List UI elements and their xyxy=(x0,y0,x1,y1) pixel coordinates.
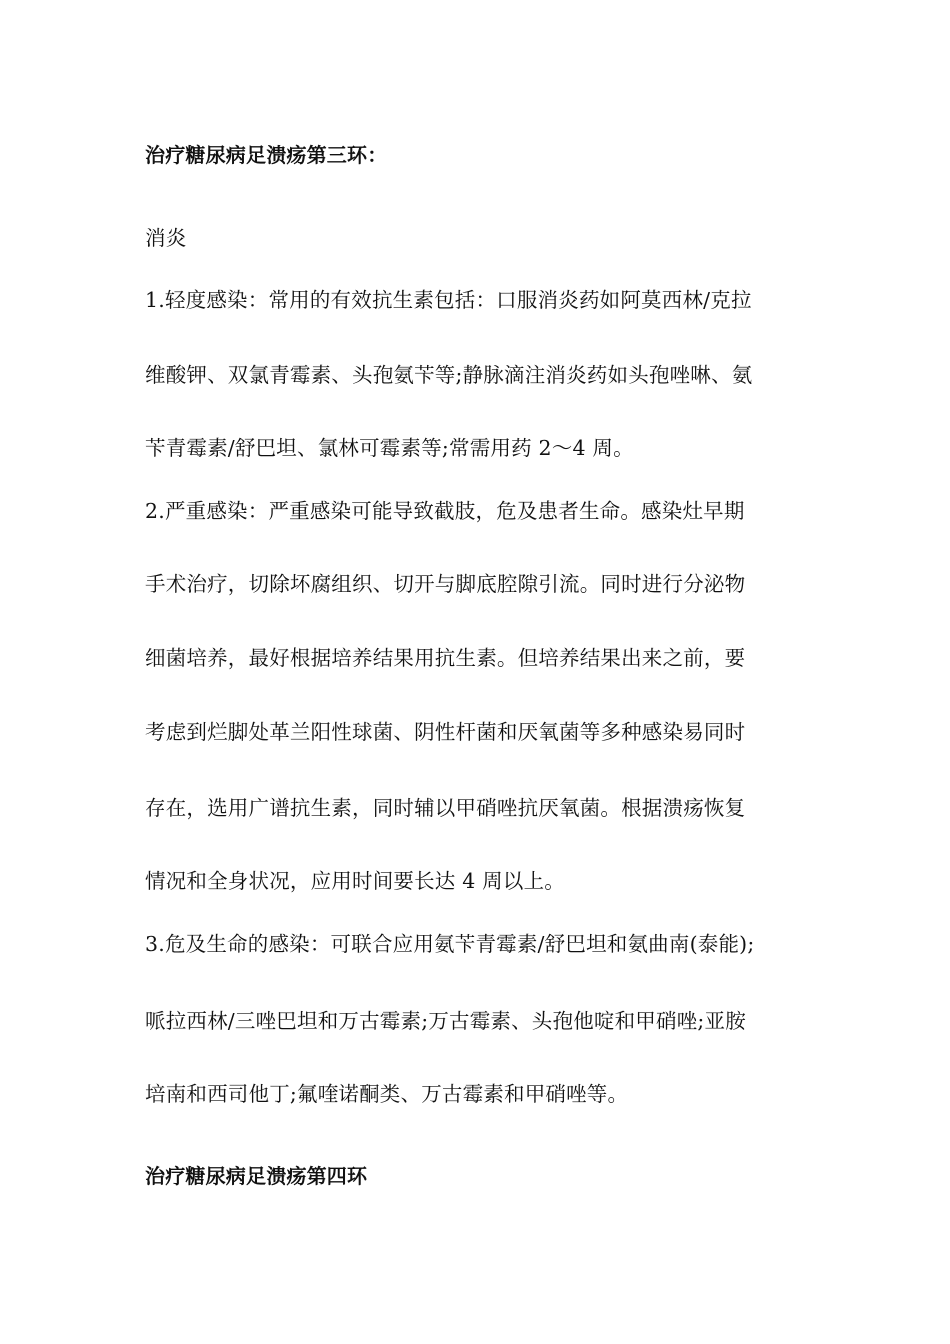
item3-line3: 培南和西司他丁;氟喹诺酮类、万古霉素和甲硝唑等。 xyxy=(145,1082,629,1106)
item2-line6: 情况和全身状况，应用时间要长达 4 周以上。 xyxy=(145,869,565,893)
item3-line1: 3.危及生命的感染：可联合应用氨苄青霉素/舒巴坦和氨曲南(泰能); xyxy=(145,932,755,956)
item2-line5: 存在，选用广谱抗生素，同时辅以甲硝唑抗厌氧菌。根据溃疡恢复 xyxy=(145,796,746,820)
section-title: 消炎 xyxy=(145,226,187,250)
item2-line2: 手术治疗，切除坏腐组织、切开与脚底腔隙引流。同时进行分泌物 xyxy=(145,572,746,596)
heading-fourth-ring: 治疗糖尿病足溃疡第四环 xyxy=(145,1164,368,1188)
item2-line4: 考虑到烂脚处革兰阳性球菌、阴性杆菌和厌氧菌等多种感染易同时 xyxy=(145,720,746,744)
item2-line3: 细菌培养，最好根据培养结果用抗生素。但培养结果出来之前，要 xyxy=(145,646,746,670)
item3-line2: 哌拉西林/三唑巴坦和万古霉素;万古霉素、头孢他啶和甲硝唑;亚胺 xyxy=(145,1009,746,1033)
item1-line2: 维酸钾、双氯青霉素、头孢氨苄等;静脉滴注消炎药如头孢唑啉、氨 xyxy=(145,363,753,387)
heading-third-ring: 治疗糖尿病足溃疡第三环： xyxy=(145,143,388,167)
item2-line1: 2.严重感染：严重感染可能导致截肢，危及患者生命。感染灶早期 xyxy=(145,499,745,523)
item1-line3: 苄青霉素/舒巴坦、氯林可霉素等;常需用药 2～4 周。 xyxy=(145,436,634,460)
item1-line1: 1.轻度感染：常用的有效抗生素包括：口服消炎药如阿莫西林/克拉 xyxy=(145,288,752,312)
